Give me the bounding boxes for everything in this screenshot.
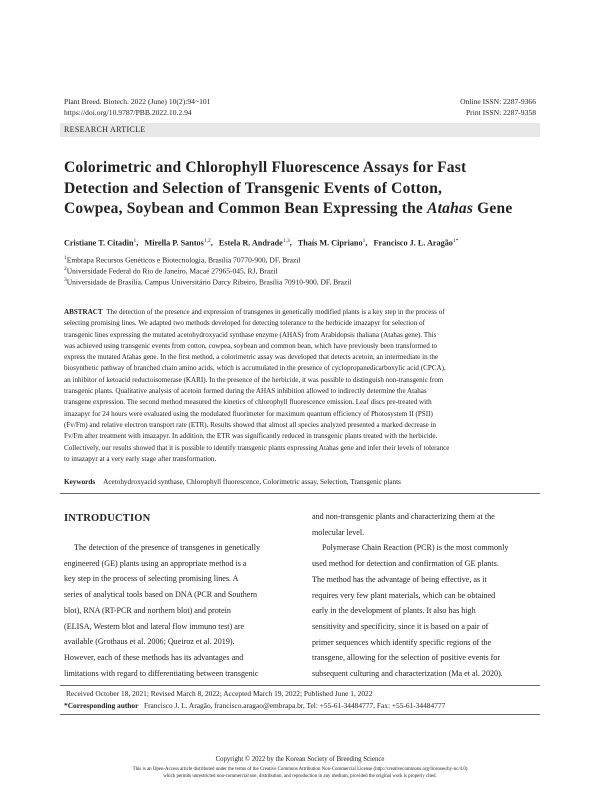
author-list: Cristiane T. Citadin$^1$, Mirella P. Santos$^{1,2}$, Estela R. Andrade$^{1,3}$, Thaís M. Cipriano$^1$, Francisco J. L. Aragão$^{1*}$ (64, 238, 459, 248)
author-name: Estela R. Andrade (218, 238, 283, 248)
body-line: available (Grothaus et al. 2006; Queiroz et al. 2019). (64, 637, 235, 647)
received-dates: Received October 18, 2021; Revised March 8, 2022; Accepted March 19, 2022; Published June 1, 2022 (66, 689, 373, 698)
abstract-line: transgenic lines expressing the mutated acetohydroxyacid synthase enzyme (AHAS) from Arabidopsis thaliana (Atahas gene). This (64, 330, 437, 339)
body-line: primer sequences which identify specific regions of the (312, 637, 492, 647)
body-line: transgene, allowing for the selection of positive events for (312, 653, 501, 663)
abstract-line: transgene expression. The second method measured the kinetics of chlorophyll fluorescence emission. Leaf discs pre-treated with (64, 398, 432, 407)
title-line: Colorimetric and Chlorophyll Fluorescence Assays for Fast (64, 159, 467, 176)
body-line: The method has the advantage of being effective, as it (312, 574, 487, 584)
corresponding-author-contact: Francisco J. L. Aragão, francisco.aragao@embrapa.br, Tel: +55-61-34484777, Fax: +55-61-34484777 (143, 701, 446, 710)
title-line: Cowpea, Soybean and Common Bean Expressing the Atahas Gene (64, 200, 513, 217)
doi-link[interactable]: https://doi.org/10.9787/PBB.2022.10.2.94 (64, 108, 192, 117)
body-line: requires very few plant materials, which can be obtained (312, 590, 496, 600)
affiliation: $^2$Universidade Federal do Rio de Janeiro, Macaé 27965-045, RJ, Brazil (64, 266, 278, 276)
affiliation: $^3$Universidade de Brasília, Campus Universitário Darcy Ribeiro, Brasília 70910-900, DF, Brazil (64, 277, 352, 287)
abstract-line: an inhibitor of ketoacid reductoisomerase (KARI). In the presence of the herbicide, it was possible to distinguish non-transgenic from (64, 375, 444, 384)
abstract-line: biosynthetic pathway of branched chain amino acids, which is accumulated in the presence of cyclopropanedicarboxylic acid (CPCA), (64, 364, 446, 373)
body-line: series of analytical tools based on DNA (PCR and Southern (64, 590, 258, 600)
abstract-line: (Fv/Fm) and relative electron transport rate (ETR). Results showed that almost all species analyzed presented a marked decrease in (64, 420, 437, 429)
keywords (64, 477, 540, 488)
divider (60, 493, 540, 494)
abstract-line: express the mutated Atahas gene. In the first method, a colorimetric assay was developed that detects acetoin, an intermediate in the (64, 353, 439, 362)
affiliation: $^1$Embrapa Recursos Genéticos e Biotecnologia, Brasília 70770-900, DF, Brazil (64, 255, 301, 265)
title-line: Detection and Selection of Transgenic Events of Cotton, (64, 179, 443, 197)
author-name: Thaís M. Cipriano (297, 238, 363, 248)
body-line: limitations with regard to differentiating between transgenic (64, 668, 259, 678)
abstract-label: ABSTRACT (64, 308, 103, 316)
author-name: Francisco J. L. Aragão (373, 238, 453, 248)
body-line: sensitivity and specificity, since it is based on a pair of (312, 621, 489, 631)
section-heading: INTRODUCTION (64, 513, 151, 524)
license-line: which permits unrestricted non-commercial use, distribution, and reproduction in any medium, provided the original work is properly cited. (163, 773, 437, 779)
online-issn: Online ISSN: 2287-9366 (460, 97, 536, 106)
footer-divider (60, 714, 540, 715)
body-line: (ELISA, Western blot and lateral flow immuno test) are (64, 621, 245, 631)
abstract-line: selecting promising lines. We adapted two methods developed for detecting tolerance to the herbicide imazapyr for selection of (64, 319, 425, 328)
body-line: engineered (GE) plants using an appropriate method is a (64, 558, 247, 568)
abstract-line: to imazapyr at a very early stage after transformation. (64, 454, 217, 463)
abstract (64, 307, 540, 465)
author-name: Cristiane T. Citadin (64, 238, 134, 248)
abstract-line: ABSTRACT The detection of the presence and expression of transgenes in genetically modified plants is a key step in the process of (64, 308, 445, 316)
abstract-line: Fv/Fm after treatment with imazapyr. In addition, the ETR was significantly reduced in transgenic plants treated with the herbicide. (64, 432, 438, 441)
keywords-text: Acetohydroxyacid synthase, Chlorophyll fluorescence, Colorimetric assay, Selection, Transgenic plants (103, 478, 401, 486)
copyright: Copyright © 2022 by the Korean Society of Breeding Science (215, 756, 385, 763)
body-line: key step in the process of selecting promising lines. A (64, 574, 239, 584)
body-line: subsequent culturing and characterization (Ma et al. 2020). (312, 669, 503, 679)
abstract-line: transgenic plants. Qualitative analysis of acetoin formed during the AHAS inhibition allowed to indirectly determine the Atahas (64, 387, 427, 396)
keywords-label: Keywords (64, 478, 96, 486)
body-line: early in the development of plants. It also has high (312, 606, 476, 616)
body-line: However, each of these methods has its advantages and (64, 652, 244, 662)
body-line: used method for detection and confirmation of GE plants. (312, 559, 499, 569)
abstract-line: Collectively, our results showed that it is possible to identify transgenic plants expressing Atahas gene and infer their levels of tolerance (64, 443, 450, 452)
article-type-label: RESEARCH ARTICLE (60, 123, 540, 137)
body-line: and non-transgenic plants and characterizing them at the (312, 512, 495, 521)
body-line: molecular level. (312, 527, 365, 537)
article-title (64, 158, 544, 220)
intro-left-column (64, 540, 292, 681)
abstract-line: was achieved using transgenic events from cotton, cowpea, soybean and common bean, which have previously been transformed to (64, 341, 438, 350)
journal-citation: Plant Breed. Biotech. 2022 (June) 10(2):94~101 (64, 97, 211, 106)
license-notice (0, 767, 600, 780)
intro-right-column (312, 509, 540, 682)
footer-divider (60, 685, 540, 686)
abstract-line: imazapyr for 24 hours were evaluated using the modulated fluorimeter for maximum quantum efficiency of Photosystem II (PSII) (64, 409, 433, 418)
body-line: blot), RNA (RT-PCR and northern blot) and protein (64, 605, 231, 615)
body-line: Polymerase Chain Reaction (PCR) is the most commonly (322, 543, 509, 553)
license-line: This is an Open-Access article distributed under the terms of the Creative Commons Attribution Non-Commercial License (http://creativecommons.org/licenses/by-nc/4.0) (132, 767, 468, 772)
corresponding-author-label: *Corresponding author (64, 701, 139, 710)
print-issn: Print ISSN: 2287-9358 (465, 108, 536, 117)
body-line: The detection of the presence of transgenes in genetically (74, 543, 261, 552)
author-name: Mirella P. Santos (144, 238, 204, 248)
corresponding-author (64, 700, 544, 711)
